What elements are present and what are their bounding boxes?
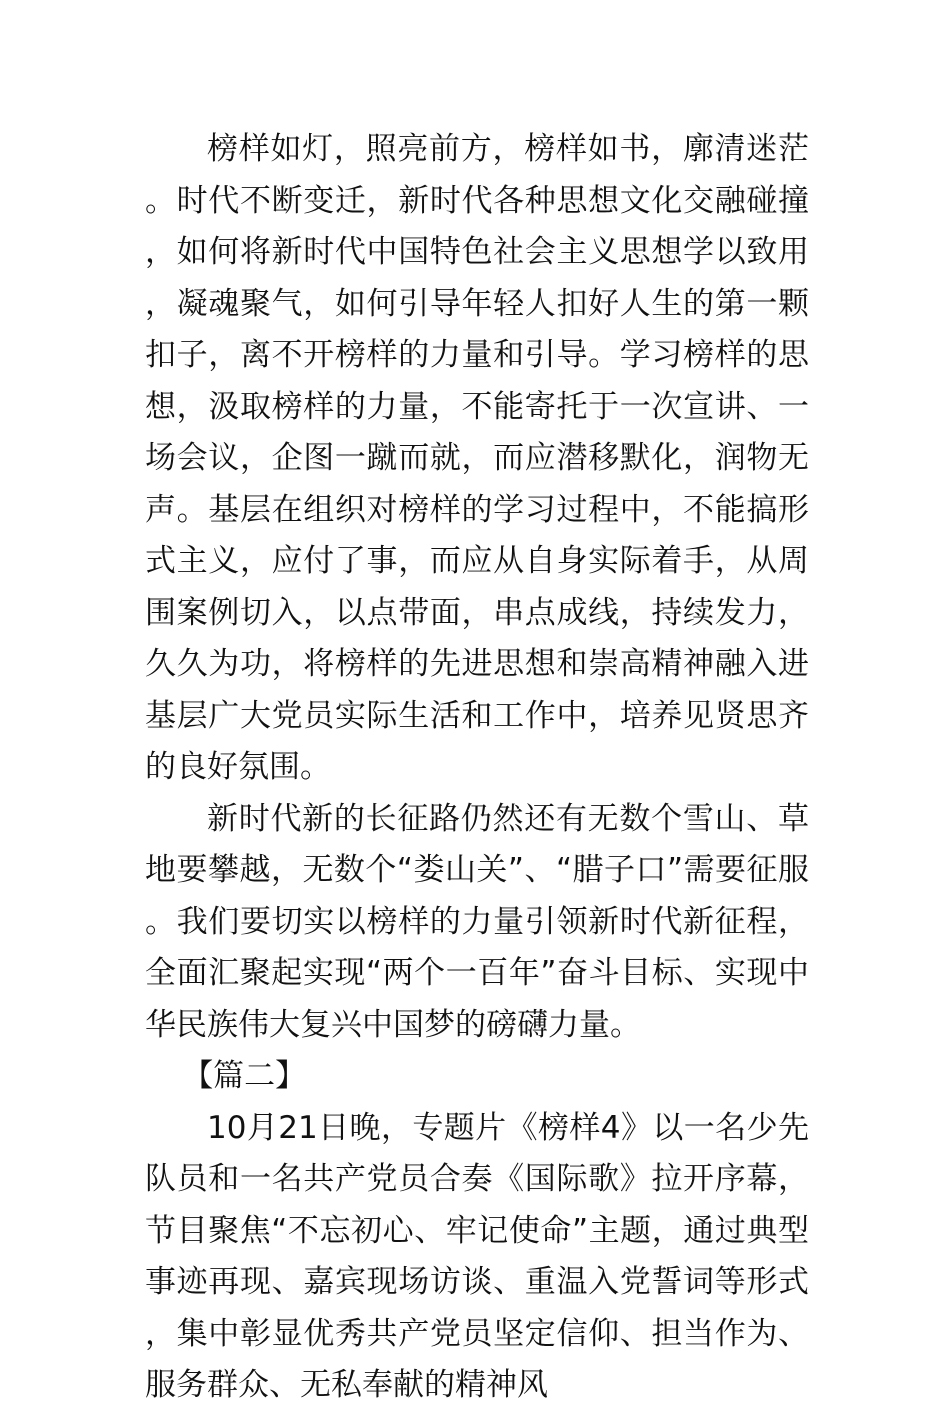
section-heading: 【篇二】 xyxy=(182,1058,307,1094)
paragraph-new-long-march: 新时代新的长征路仍然还有无数个雪山、草地要攀越，无数个“娄山关”、“腊子口”需要征服。我们要切实以榜样的力量引领新时代新征程，全面汇聚起实现“两个一百年”奋斗目标、实现中华民族伟大复兴中国梦的磅礴力量。 xyxy=(145,800,809,1043)
paragraph-documentary: 10月21日晚，专题片《榜样4》以一名少先队员和一名共产党员合奏《国际歌》拉开序幕，节目聚焦“不忘初心、牢记使命”主题，通过典型事迹再现、嘉宾现场访谈、重温入党誓词等形式，集中彰显优秀共产党员坚定信仰、担当作为、服务群众、无私奉献的精神风 xyxy=(145,1109,809,1403)
paragraph-role-models: 榜样如灯，照亮前方，榜样如书，廓清迷茫。时代不断变迁，新时代各种思想文化交融碰撞，如何将新时代中国特色社会主义思想学以致用，凝魂聚气，如何引导年轻人扣好人生的第一颗扣子，离不开榜样的力量和引导。学习榜样的思想，汲取榜样的力量，不能寄托于一次宣讲、一场会议，企图一蹴而就，而应潜移默化，润物无声。基层在组织对榜样的学习过程中，不能搞形式主义，应付了事，而应从自身实际着手，从周围案例切入，以点带面，串点成线，持续发力，久久为功，将榜样的先进思想和崇高精神融入进基层广大党员实际生活和工作中，培养见贤思齐的良好氛围。 xyxy=(145,131,809,785)
document-body xyxy=(145,124,809,1412)
